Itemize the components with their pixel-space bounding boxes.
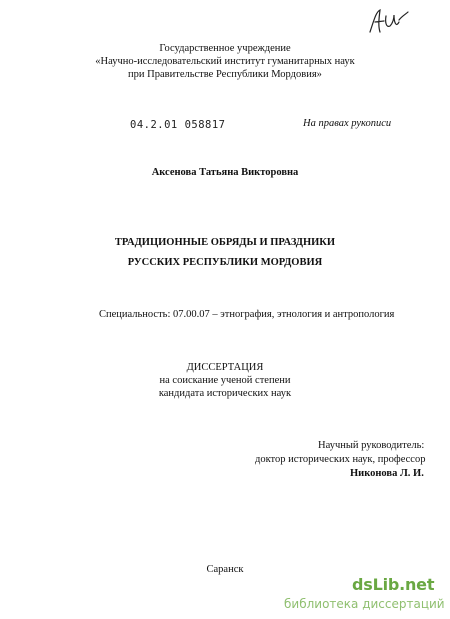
title-line-1: ТРАДИЦИОННЫЕ ОБРЯДЫ И ПРАЗДНИКИ	[114, 237, 336, 248]
dissertation-degree-line-2: кандидата исторических наук	[158, 388, 292, 399]
dissertation-heading: ДИССЕРТАЦИЯ	[186, 362, 264, 373]
supervisor-name: Никонова Л. И.	[350, 468, 424, 479]
stamp-number: 04.2.01 058817	[130, 119, 226, 131]
dissertation-degree-line-1: на соискание ученой степени	[159, 375, 291, 386]
header-line-2: «Научно-исследовательский институт гуманитарных наук	[95, 56, 355, 67]
header-line-1: Государственное учреждение	[159, 43, 291, 54]
handwritten-signature	[366, 6, 410, 38]
header-line-3: при Правительстве Республики Мордовия»	[128, 69, 322, 80]
title-line-2: РУССКИХ РЕСПУБЛИКИ МОРДОВИЯ	[127, 257, 323, 268]
rights-note: На правах рукописи	[303, 118, 392, 129]
supervisor-degree: доктор исторических наук, профессор	[255, 454, 426, 465]
supervisor-label: Научный руководитель:	[318, 440, 425, 451]
city-name: Саранск	[206, 564, 244, 575]
watermark-logo: dsLib.net	[352, 575, 435, 594]
author-name: Аксенова Татьяна Викторовна	[151, 167, 299, 178]
specialty-line: Специальность: 07.00.07 – этнография, этнология и антропология	[99, 309, 395, 320]
watermark-subtitle: библиотека диссертаций	[284, 597, 445, 611]
